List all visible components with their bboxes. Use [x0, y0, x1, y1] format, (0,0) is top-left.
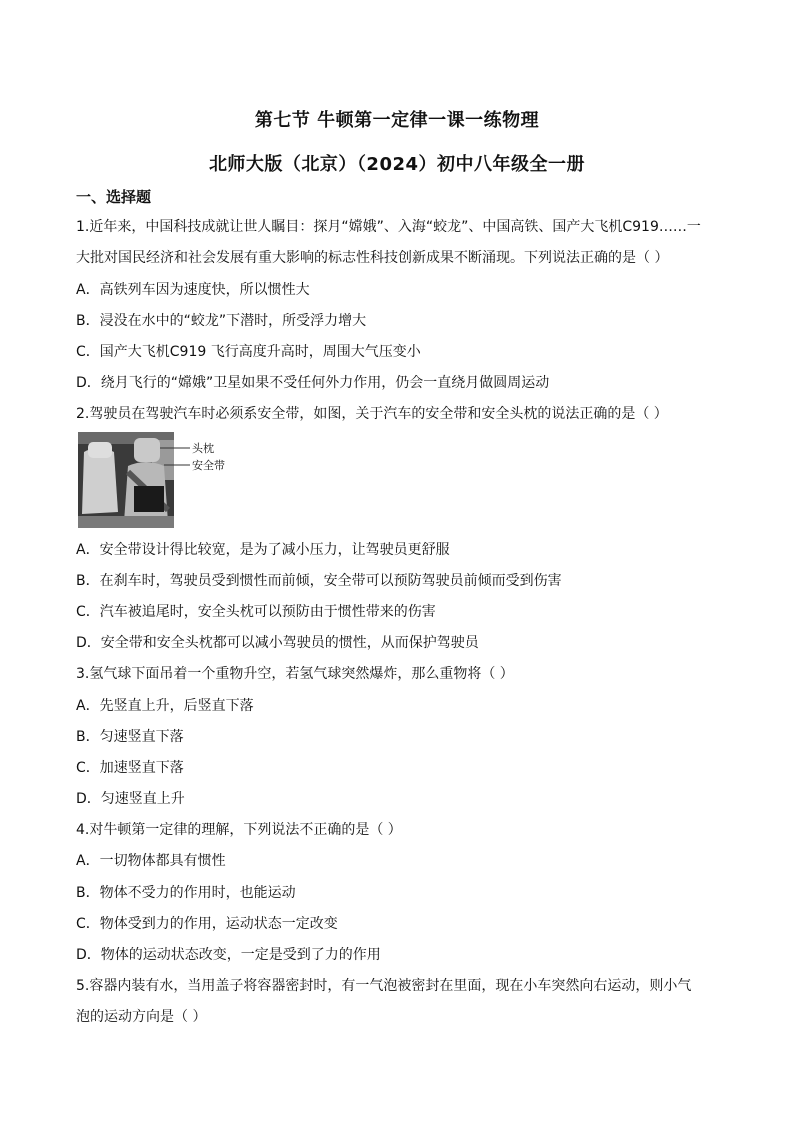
q4-option-b: B．物体不受力的作用时，也能运动 — [76, 885, 296, 901]
q3-option-a: A．先竖直上升，后竖直下落 — [76, 698, 254, 714]
q1-option-c: C．国产大飞机C919 飞行高度升高时，周围大气压变小 — [76, 344, 421, 360]
q1-option-d: D．绕月飞行的“嫦娥”卫星如果不受任何外力作用，仍会一直绕月做圆周运动 — [76, 375, 550, 391]
q2-option-d: D．安全带和安全头枕都可以减小驾驶员的惯性，从而保护驾驶员 — [76, 635, 479, 651]
car-seat-figure — [78, 432, 232, 528]
q3-option-c: C．加速竖直下落 — [76, 760, 184, 776]
q3-stem: 3.氢气球下面吊着一个重物升空，若氢气球突然爆炸，那么重物将（ ） — [76, 666, 514, 682]
q2-option-b: B．在刹车时，驾驶员受到惯性而前倾，安全带可以预防驾驶员前倾而受到伤害 — [76, 573, 562, 589]
q4-option-d: D．物体的运动状态改变，一定是受到了力的作用 — [76, 947, 381, 963]
q1-option-b: B．浸没在水中的“蛟龙”下潜时，所受浮力增大 — [76, 313, 367, 329]
q4-option-c: C．物体受到力的作用，运动状态一定改变 — [76, 916, 338, 932]
q1-option-a: A．高铁列车因为速度快，所以惯性大 — [76, 282, 310, 298]
title-line-1: 第七节 牛顿第一定律一课一练物理 — [254, 110, 540, 131]
q5-stem-line-1: 5.容器内装有水，当用盖子将容器密封时，有一气泡被密封在里面，现在小车突然向右运动，则小气 — [76, 978, 692, 994]
label-headrest: 头枕 — [192, 442, 214, 455]
q4-option-a: A．一切物体都具有惯性 — [76, 853, 226, 869]
q4-stem: 4.对牛顿第一定律的理解，下列说法不正确的是（ ） — [76, 822, 402, 838]
q5-stem-line-2: 泡的运动方向是（ ） — [76, 1009, 207, 1025]
q1-stem-line-2: 大批对国民经济和社会发展有重大影响的标志性科技创新成果不断涌现。下列说法正确的是（ ） — [76, 250, 669, 266]
title-line-2: 北师大版（北京）（2024）初中八年级全一册 — [208, 154, 586, 175]
q2-option-a: A．安全带设计得比较宽，是为了减小压力，让驾驶员更舒服 — [76, 542, 450, 558]
label-seatbelt: 安全带 — [192, 459, 225, 472]
section-heading: 一、选择题 — [76, 188, 152, 206]
q2-option-c: C．汽车被追尾时，安全头枕可以预防由于惯性带来的伤害 — [76, 604, 436, 620]
q2-stem: 2.驾驶员在驾驶汽车时必须系安全带，如图，关于汽车的安全带和安全头枕的说法正确的是（ ） — [76, 406, 668, 422]
q3-option-b: B．匀速竖直下落 — [76, 729, 184, 745]
q1-stem-line-1: 1.近年来，中国科技成就让世人瞩目：探月“嫦娥”、入海“蛟龙”、中国高铁、国产大飞机C919……一 — [76, 219, 701, 235]
q3-option-d: D．匀速竖直上升 — [76, 791, 185, 807]
